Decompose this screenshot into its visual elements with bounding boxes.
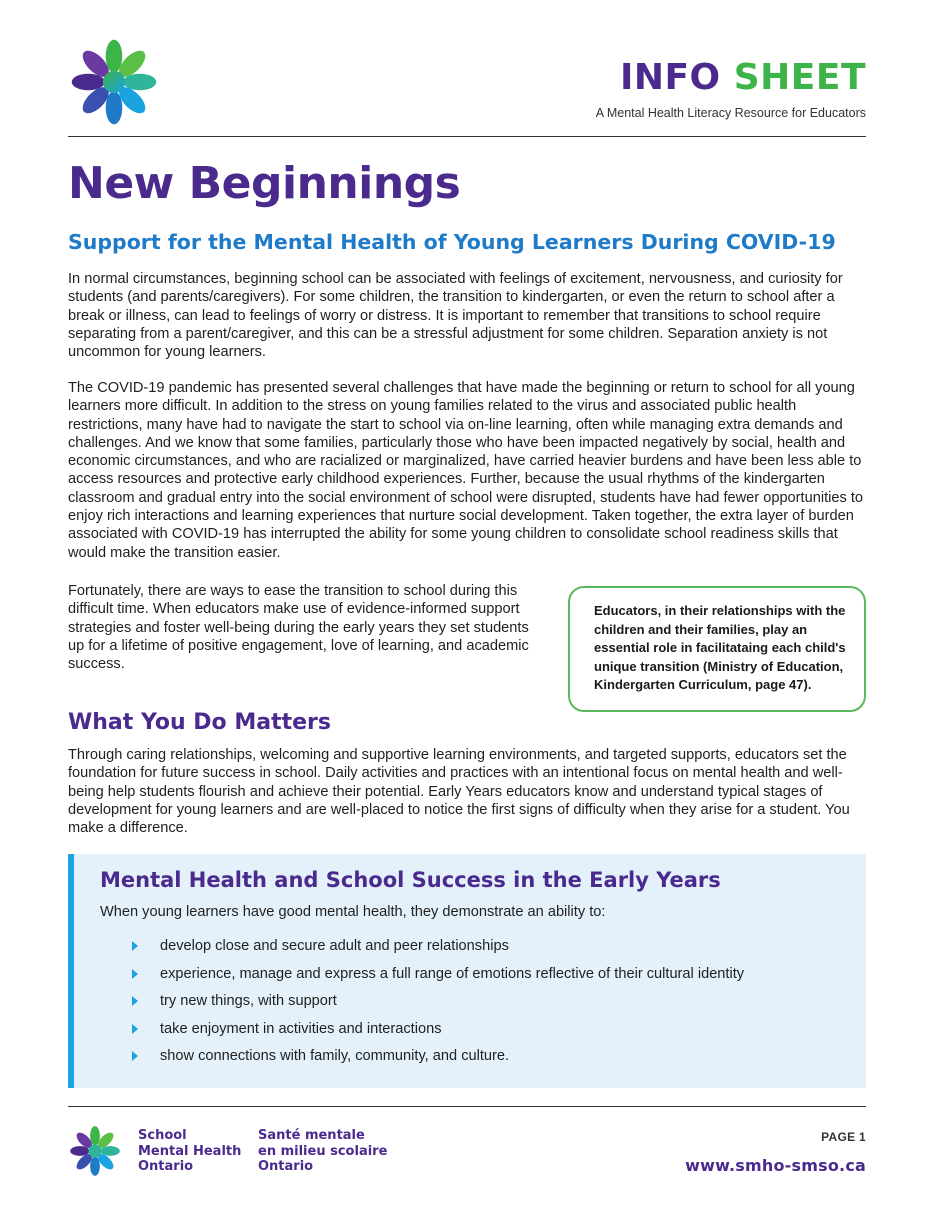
smho-flower-logo-icon [68, 1124, 122, 1178]
info-sheet-header [596, 58, 866, 120]
list-item: try new things, with support [130, 991, 744, 1019]
callout-text: Educators, in their relationships with the children and their families, play an essential role in facilitataing each child's unique transition (Ministry of Education, Kindergarten Curriculum, page 47). [594, 603, 846, 692]
org-name-french: Santé mentale en milieu scolaire Ontario [258, 1128, 388, 1174]
early-years-box [68, 854, 866, 1088]
list-item: take enjoyment in activities and interactions [130, 1019, 744, 1047]
org-name-english: School Mental Health Ontario [138, 1128, 242, 1174]
triangle-bullet-icon [132, 969, 138, 979]
callout-quote [568, 586, 866, 712]
info-word: INFO [619, 57, 721, 98]
website-link[interactable]: www.smho-smso.ca [685, 1156, 866, 1175]
list-item: develop close and secure adult and peer relationships [130, 936, 744, 964]
box-title: Mental Health and School Success in the Early Years [100, 868, 721, 892]
list-item: experience, manage and express a full range of emotions reflective of their cultural identity [130, 964, 744, 992]
smho-flower-logo-icon [68, 36, 160, 128]
page-title: New Beginnings [68, 158, 461, 209]
box-intro: When young learners have good mental health, they demonstrate an ability to: [100, 904, 606, 920]
page-number: PAGE 1 [821, 1130, 866, 1144]
covid-paragraph: The COVID-19 pandemic has presented several challenges that have made the beginning or return to school for all young learners more difficult. In addition to the stress on young families related to the virus and associated public health restrictions, many have had to navigate the start to school via on-line learning, often while managing extra demands and challenges. And we know that some families, particularly those who have been impacted negatively by social, health and economic circumstances, and who are racialized or marginalized, have carried heavier burdens and have been less able to access resources and protective early childhood experiences. Further, because the usual rhythms of the kindergarten classroom and gradual entry into the social environment of school were disrupted, students have had fewer opportunities to enjoy rich interactions and learning experiences that nurture social development. Taken together, the extra layer of burden associated with COVID-19 has interrupted the ability for some young children to consolidate school readiness skills that would make the transition easier. [68, 380, 864, 561]
what-you-do-matters-paragraph: Through caring relationships, welcoming and supportive learning environments, and targeted supports, educators set the foundation for future success in school. Daily activities and practices with an intentional focus on mental health and well-being help students flourish and achieve their potential. Early Years educators know and understand typical stages of development for young learners and are well-placed to notice the first signs of difficulty when they arise for a student. You make a difference. [68, 747, 850, 837]
intro-paragraph: In normal circumstances, beginning school can be associated with feelings of excitement, nervousness, and curiosity for students (and parents/caregivers). For some children, the transition to kindergarten, or even the return to school after a break or illness, can lead to feelings of worry or distress. It is important to remember that transitions to school require separating from a parent/caregiver, and this can be a stressful adjustment for some children. Separation anxiety is not uncommon for young learners. [68, 271, 843, 361]
header-divider [68, 136, 866, 137]
ability-list [130, 936, 744, 1074]
tagline: A Mental Health Literacy Resource for Educators [595, 106, 866, 120]
info-sheet-title [596, 58, 866, 98]
list-item: show connections with family, community, and culture. [130, 1046, 744, 1074]
triangle-bullet-icon [132, 1051, 138, 1061]
triangle-bullet-icon [132, 1024, 138, 1034]
sheet-word: SHEET [733, 57, 866, 98]
footer-divider [68, 1106, 866, 1107]
ease-transition-paragraph: Fortunately, there are ways to ease the transition to school during this difficult time. When educators make use of evidence-informed support strategies and foster well-being during the early years they set students up for a lifetime of positive engagement, love of learning, and academic success. [68, 583, 529, 673]
page-subtitle: Support for the Mental Health of Young Learners During COVID-19 [68, 230, 836, 254]
section-heading-what-you-do-matters: What You Do Matters [68, 710, 331, 735]
triangle-bullet-icon [132, 996, 138, 1006]
triangle-bullet-icon [132, 941, 138, 951]
